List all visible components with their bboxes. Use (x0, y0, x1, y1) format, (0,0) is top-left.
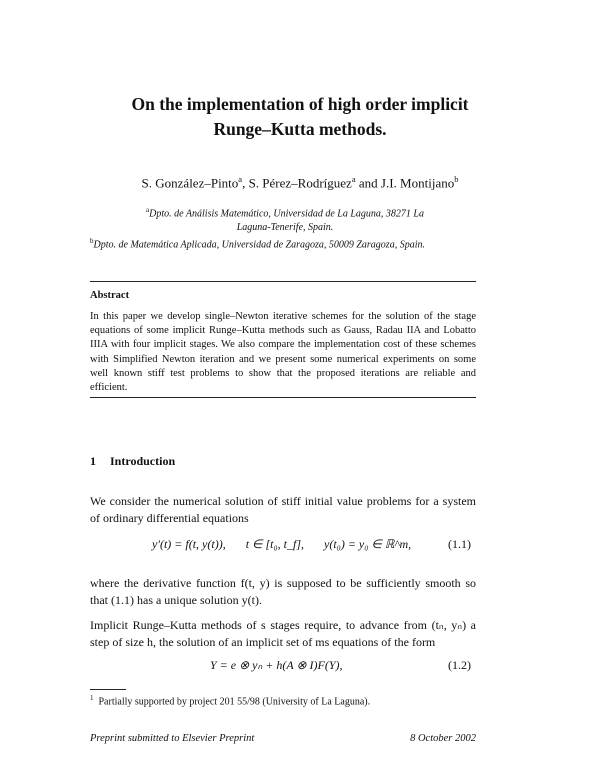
equation-number: (1.2) (448, 658, 471, 672)
author-affiliation-mark: a (351, 174, 356, 184)
abstract-text: In this paper we develop single–Newton iterative schemes for the solution of the stage equations of some implicit Runge–Kutta methods such as Gauss, Radau IIA and Lobatto IIIA with four implicit stages. We also compare the implementation cost of these schemes with Simplified Newton iteration and we present some numerical experiments on some well known stiff test problems to show that the proposed iterations are reliable and efficient. (90, 311, 476, 394)
abstract-bottom-rule (90, 397, 476, 398)
paper-title (0, 92, 600, 142)
abstract-top-rule (90, 281, 476, 282)
affiliation-text: Dpto. de Matemática Aplicada, Universidad de Zaragoza, 50009 Zaragoza, Spain. (93, 239, 425, 251)
affiliation-b (90, 234, 490, 252)
footer-date: 8 October 2002 (410, 733, 476, 744)
affiliation-text: Laguna-Tenerife, Spain. (236, 222, 334, 234)
equation-initial-condition: y(t₀) = y₀ ∈ ℝ^m, (324, 537, 412, 551)
paragraph-3: Implicit Runge–Kutta methods of s stages require, to advance from (tₙ, yₙ) a step of size h, the solution of an implicit set of ms equations of the form (90, 618, 476, 649)
author-separator: and (355, 175, 381, 191)
footnote-mark: 1 (90, 694, 94, 702)
author-list (0, 174, 600, 191)
author-affiliation-mark: a (238, 174, 243, 184)
section-heading (90, 454, 175, 469)
equation-domain: t ∈ [t₀, t_f], (245, 537, 304, 551)
equation-lhs: y′(t) = f(t, y(t)), (152, 537, 226, 551)
paragraph-1: We consider the numerical solution of stiff initial value problems for a system of ordinary differential equations (90, 494, 476, 525)
author-name: S. González–Pinto (141, 175, 239, 191)
section-title: Introduction (110, 454, 176, 468)
footnote-rule (90, 689, 126, 690)
paragraph-2: where the derivative function f(t, y) is supposed to be sufficiently smooth so that (1.1) has a unique solution y(t). (90, 576, 476, 607)
section-number: 1 (90, 454, 96, 468)
equation-number: (1.1) (448, 537, 471, 551)
footnote-text: Partially supported by project 201 55/98 (University of La Laguna). (98, 696, 371, 708)
affiliation-a (120, 203, 450, 235)
affiliation-mark: b (90, 237, 94, 245)
author-affiliation-mark: b (454, 174, 459, 184)
author-name: J.I. Montijano (380, 175, 455, 191)
title-line-2: Runge–Kutta methods. (213, 119, 387, 139)
equation-1-2: Y = e ⊗ yₙ + h(A ⊗ I)F(Y), (210, 658, 343, 672)
affiliation-mark: a (146, 206, 150, 214)
affiliation-text: Dpto. de Análisis Matemático, Universidad de La Laguna, 38271 La (149, 208, 424, 220)
author-separator: , (242, 175, 249, 191)
author-name: S. Pérez–Rodríguez (248, 175, 352, 191)
abstract-heading: Abstract (90, 290, 130, 301)
equation-1-1 (152, 537, 411, 552)
footer-journal: Preprint submitted to Elsevier Preprint (90, 733, 255, 744)
title-line-1: On the implementation of high order implicit (131, 94, 469, 114)
footnote (90, 694, 370, 707)
